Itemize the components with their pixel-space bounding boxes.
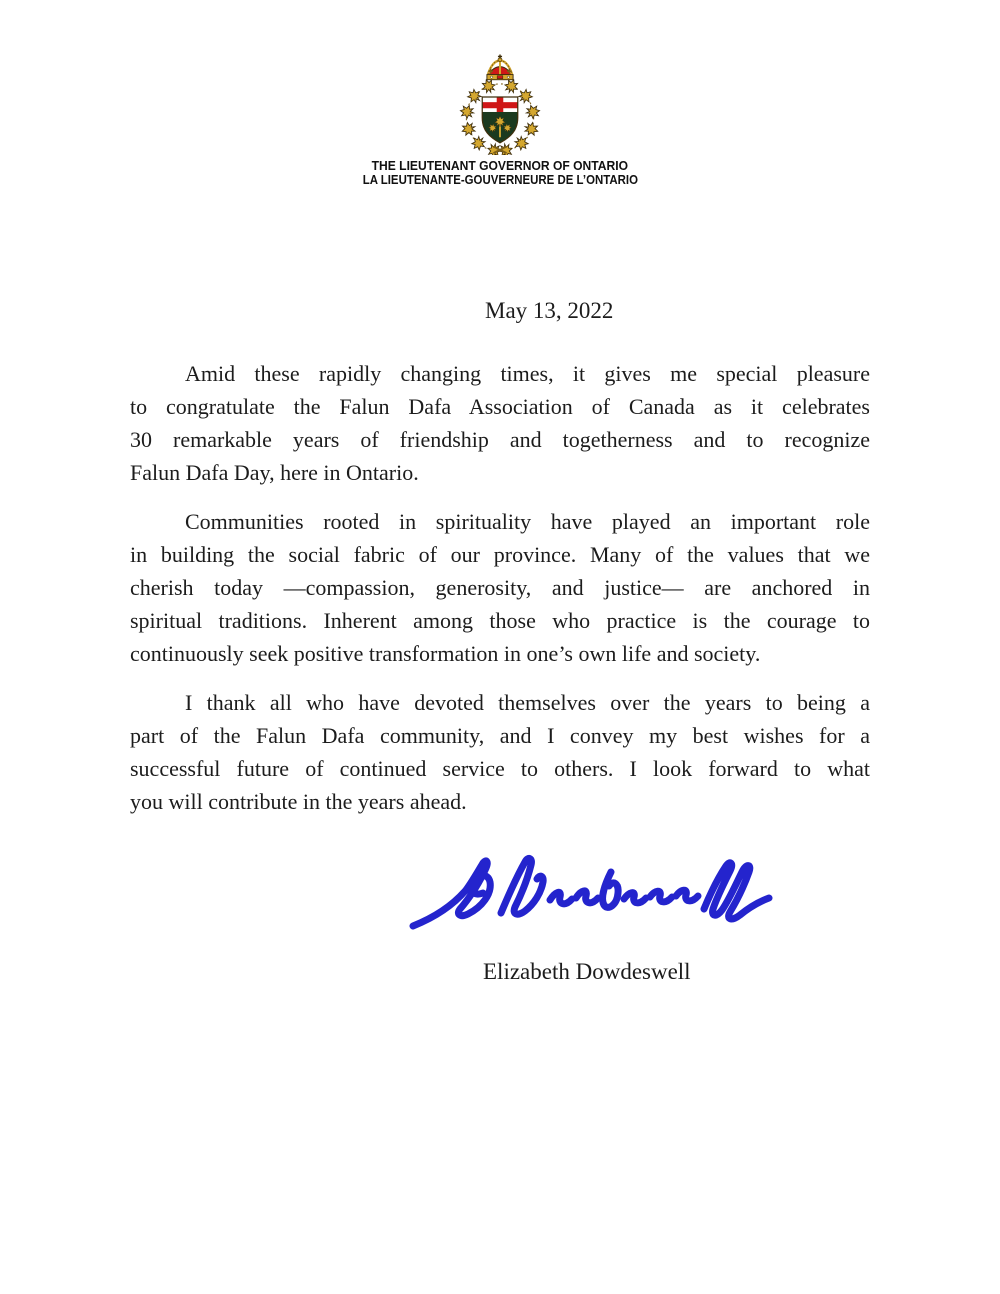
- letterhead-title-fr: LA LIEUTENANTE-GOUVERNEURE DE L’ONTARIO: [362, 172, 638, 187]
- paragraph-line: in building the social fabric of our province. Many of the values that we: [130, 542, 870, 567]
- letter-body: [130, 357, 870, 834]
- paragraph-line: 30 remarkable years of friendship and togetherness and to recognize: [130, 427, 870, 452]
- ontario-shield-icon: [482, 97, 518, 149]
- paragraph-line: to congratulate the Falun Dafa Association of Canada as it celebrates: [130, 394, 870, 419]
- paragraph-line: cherish today —compassion, generosity, and justice— are anchored in: [130, 575, 870, 600]
- paragraph-line: Communities rooted in spirituality have played an important role: [185, 509, 870, 534]
- letterhead: [0, 54, 1000, 186]
- crown-icon: [487, 54, 513, 79]
- ontario-crest-icon: [453, 54, 547, 155]
- paragraph: [130, 505, 870, 670]
- letter-date: May 13, 2022: [485, 298, 614, 323]
- paragraph-line: I thank all who have devoted themselves over the years to being a: [185, 690, 870, 715]
- letterhead-title-en: THE LIEUTENANT GOVERNOR OF ONTARIO: [371, 158, 629, 173]
- paragraph-line: continuously seek positive transformation in one’s own life and society.: [130, 641, 761, 666]
- paragraph-line: Amid these rapidly changing times, it gives me special pleasure: [185, 361, 870, 386]
- paragraph-line: spiritual traditions. Inherent among those who practice is the courage to: [130, 608, 870, 633]
- paragraph: [130, 357, 870, 489]
- signature-autograph-icon: [408, 852, 773, 934]
- paragraph-line: successful future of continued service to others. I look forward to what: [130, 756, 870, 781]
- paragraph-line: you will contribute in the years ahead.: [130, 789, 467, 814]
- signer-name: Elizabeth Dowdeswell: [483, 959, 691, 984]
- paragraph-line: part of the Falun Dafa community, and I convey my best wishes for a: [130, 723, 870, 748]
- paragraph: [130, 686, 870, 818]
- paragraph-line: Falun Dafa Day, here in Ontario.: [130, 460, 419, 485]
